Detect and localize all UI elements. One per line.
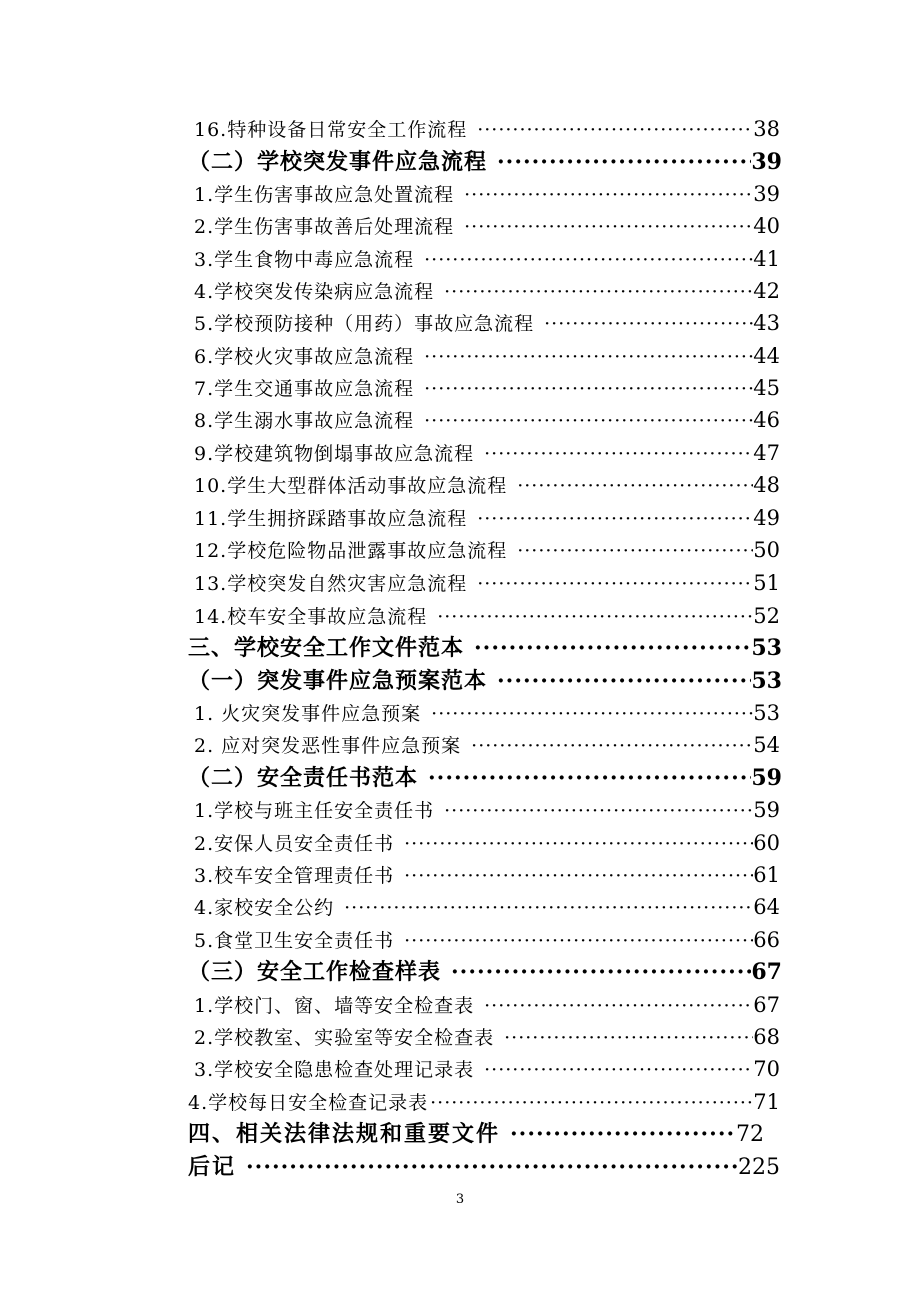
toc-entry-page: 38 xyxy=(753,117,780,141)
toc-entry[interactable] xyxy=(194,697,780,729)
dot-leader xyxy=(418,762,751,794)
toc-entry-title: 四、相关法律法规和重要文件 xyxy=(188,1121,501,1147)
dot-leader xyxy=(394,828,753,860)
toc-entry-title: 1.学校门、窗、墙等安全检查表 xyxy=(194,995,475,1017)
dot-leader xyxy=(461,730,753,762)
dot-leader xyxy=(467,503,753,535)
toc-entry-title: 1. 火灾突发事件应急预案 xyxy=(194,703,422,725)
dot-leader xyxy=(507,470,753,502)
dot-leader xyxy=(434,276,753,308)
toc-entry-title: 后记 xyxy=(188,1154,237,1180)
toc-entry[interactable] xyxy=(194,729,780,761)
toc-entry-page: 68 xyxy=(753,1025,780,1049)
dot-leader xyxy=(394,925,753,957)
toc-entry[interactable] xyxy=(194,989,780,1021)
dot-leader xyxy=(334,892,753,924)
toc-entry-title: 1.学生伤害事故应急处置流程 xyxy=(194,184,455,206)
toc-entry-page: 225 xyxy=(738,1155,780,1180)
toc-entry-page: 61 xyxy=(753,863,780,887)
toc-entry[interactable] xyxy=(194,859,780,891)
toc-entry[interactable] xyxy=(194,891,780,923)
toc-entry-page: 43 xyxy=(753,311,780,335)
toc-entry-page: 42 xyxy=(753,279,780,303)
toc-entry[interactable] xyxy=(194,340,780,372)
toc-entry[interactable] xyxy=(188,762,782,794)
toc-entry-page: 40 xyxy=(753,214,780,238)
dot-leader xyxy=(467,114,753,146)
toc-entry-title: 4.学校每日安全检查记录表 xyxy=(188,1092,429,1114)
toc-entry-title: 14.校车安全事故应急流程 xyxy=(194,606,428,628)
dot-leader xyxy=(414,373,753,405)
toc-entry-title: 2.安保人员安全责任书 xyxy=(194,833,395,855)
toc-entry-page: 64 xyxy=(753,895,780,919)
toc-entry-title: 11.学生拥挤踩踏事故应急流程 xyxy=(194,508,468,530)
toc-entry-page: 47 xyxy=(753,441,780,465)
dot-leader xyxy=(474,1054,753,1086)
toc-entry-page: 39 xyxy=(751,149,782,175)
toc-entry-title: 5.学校预防接种（用药）事故应急流程 xyxy=(194,313,535,335)
toc-entry[interactable] xyxy=(194,210,780,242)
toc-entry[interactable] xyxy=(194,243,780,275)
toc-entry-page: 59 xyxy=(753,798,780,822)
dot-leader xyxy=(428,1087,753,1119)
toc-entry-title: 4.学校突发传染病应急流程 xyxy=(194,281,435,303)
toc-entry-title: 3.学生食物中毒应急流程 xyxy=(194,249,415,271)
toc-entry-title: 12.学校危险物品泄露事故应急流程 xyxy=(194,540,508,562)
toc-entry-page: 41 xyxy=(753,247,780,271)
toc-entry-page: 51 xyxy=(753,571,780,595)
toc-entry-title: 5.食堂卫生安全责任书 xyxy=(194,930,395,952)
toc-entry-title: 2.学生伤害事故善后处理流程 xyxy=(194,216,455,238)
toc-entry[interactable] xyxy=(194,113,780,145)
dot-leader xyxy=(236,1151,738,1183)
toc-entry-page: 54 xyxy=(753,733,780,757)
toc-entry[interactable] xyxy=(194,178,780,210)
dot-leader xyxy=(427,601,753,633)
toc-entry[interactable] xyxy=(194,924,780,956)
toc-entry-page: 50 xyxy=(753,538,780,562)
toc-entry[interactable] xyxy=(194,1053,780,1085)
dot-leader xyxy=(414,405,753,437)
dot-leader xyxy=(414,244,753,276)
toc-entry[interactable] xyxy=(194,307,780,339)
toc-entry-page: 44 xyxy=(753,344,780,368)
toc-entry-page: 71 xyxy=(753,1090,780,1114)
toc-entry-page: 53 xyxy=(753,701,780,725)
toc-entry-title: 6.学校火灾事故应急流程 xyxy=(194,346,415,368)
toc-entry[interactable] xyxy=(194,275,780,307)
toc-entry-page: 59 xyxy=(751,765,782,791)
toc-entry-page: 39 xyxy=(753,182,780,206)
toc-entry[interactable] xyxy=(194,372,780,404)
dot-leader xyxy=(434,795,753,827)
toc-entry[interactable] xyxy=(194,567,780,599)
toc-entry-page: 45 xyxy=(753,376,780,400)
toc-entry-page: 70 xyxy=(753,1057,780,1081)
toc-entry-page: 66 xyxy=(753,928,780,952)
toc-entry-title: 9.学校建筑物倒塌事故应急流程 xyxy=(194,443,475,465)
toc-entry-page: 53 xyxy=(751,635,782,661)
dot-leader xyxy=(474,438,753,470)
toc-entry-page: 53 xyxy=(751,668,782,694)
toc-entry-title: 三、学校安全工作文件范本 xyxy=(188,635,465,661)
toc-entry-title: （二）学校突发事件应急流程 xyxy=(188,149,488,175)
toc-entry-title: 3.学校安全隐患检查处理记录表 xyxy=(194,1059,475,1081)
toc-entry-title: 2.学校教室、实验室等安全检查表 xyxy=(194,1027,495,1049)
toc-entry-title: 10.学生大型群体活动事故应急流程 xyxy=(194,475,508,497)
dot-leader xyxy=(441,956,751,988)
toc-entry-title: 7.学生交通事故应急流程 xyxy=(194,378,415,400)
toc-entry[interactable] xyxy=(188,1151,780,1183)
toc-entry-title: 2. 应对突发恶性事件应急预案 xyxy=(194,735,462,757)
toc-entry-title: （三）安全工作检查样表 xyxy=(188,959,442,985)
toc-entry[interactable] xyxy=(194,827,780,859)
toc-entry[interactable] xyxy=(194,437,780,469)
dot-leader xyxy=(500,1118,736,1150)
dot-leader xyxy=(494,1022,753,1054)
page-number: 3 xyxy=(455,1192,465,1207)
toc-entry[interactable] xyxy=(194,502,780,534)
toc-entry-title: 16.特种设备日常安全工作流程 xyxy=(194,119,468,141)
toc-entry-page: 72 xyxy=(736,1122,764,1147)
dot-leader xyxy=(394,860,753,892)
dot-leader xyxy=(421,698,753,730)
dot-leader xyxy=(507,535,753,567)
dot-leader xyxy=(474,990,753,1022)
toc-entry[interactable] xyxy=(194,404,780,436)
toc-entry-title: 8.学生溺水事故应急流程 xyxy=(194,410,415,432)
toc-entry-page: 67 xyxy=(751,959,782,985)
toc-entry-title: （二）安全责任书范本 xyxy=(188,765,419,791)
toc-entry-page: 46 xyxy=(753,408,780,432)
toc-entry-page: 49 xyxy=(753,506,780,530)
toc-entry[interactable] xyxy=(194,600,780,632)
toc-entry[interactable] xyxy=(194,534,780,566)
toc-entry-page: 60 xyxy=(753,831,780,855)
toc-entry[interactable] xyxy=(188,1118,764,1150)
toc-entry-page: 67 xyxy=(753,993,780,1017)
toc-entry-page: 48 xyxy=(753,473,780,497)
toc-entry[interactable] xyxy=(188,665,782,697)
toc-entry[interactable] xyxy=(188,632,782,664)
dot-leader xyxy=(454,211,753,243)
toc-entry-title: （一）突发事件应急预案范本 xyxy=(188,668,488,694)
dot-leader xyxy=(467,568,753,600)
toc-entry[interactable] xyxy=(188,146,782,178)
dot-leader xyxy=(487,146,751,178)
toc-entry[interactable] xyxy=(188,956,782,988)
toc-entry-title: 1.学校与班主任安全责任书 xyxy=(194,800,435,822)
dot-leader xyxy=(464,632,751,664)
toc-entry-title: 3.校车安全管理责任书 xyxy=(194,865,395,887)
dot-leader xyxy=(487,665,751,697)
toc-entry[interactable] xyxy=(188,1086,780,1118)
dot-leader xyxy=(534,308,753,340)
toc-entry[interactable] xyxy=(194,1021,780,1053)
toc-entry-title: 13.学校突发自然灾害应急流程 xyxy=(194,573,468,595)
dot-leader xyxy=(454,179,753,211)
toc-entry-title: 4.家校安全公约 xyxy=(194,897,335,919)
toc-entry-page: 52 xyxy=(753,604,780,628)
toc-entry[interactable] xyxy=(194,469,780,501)
toc-entry[interactable] xyxy=(194,794,780,826)
dot-leader xyxy=(414,341,753,373)
